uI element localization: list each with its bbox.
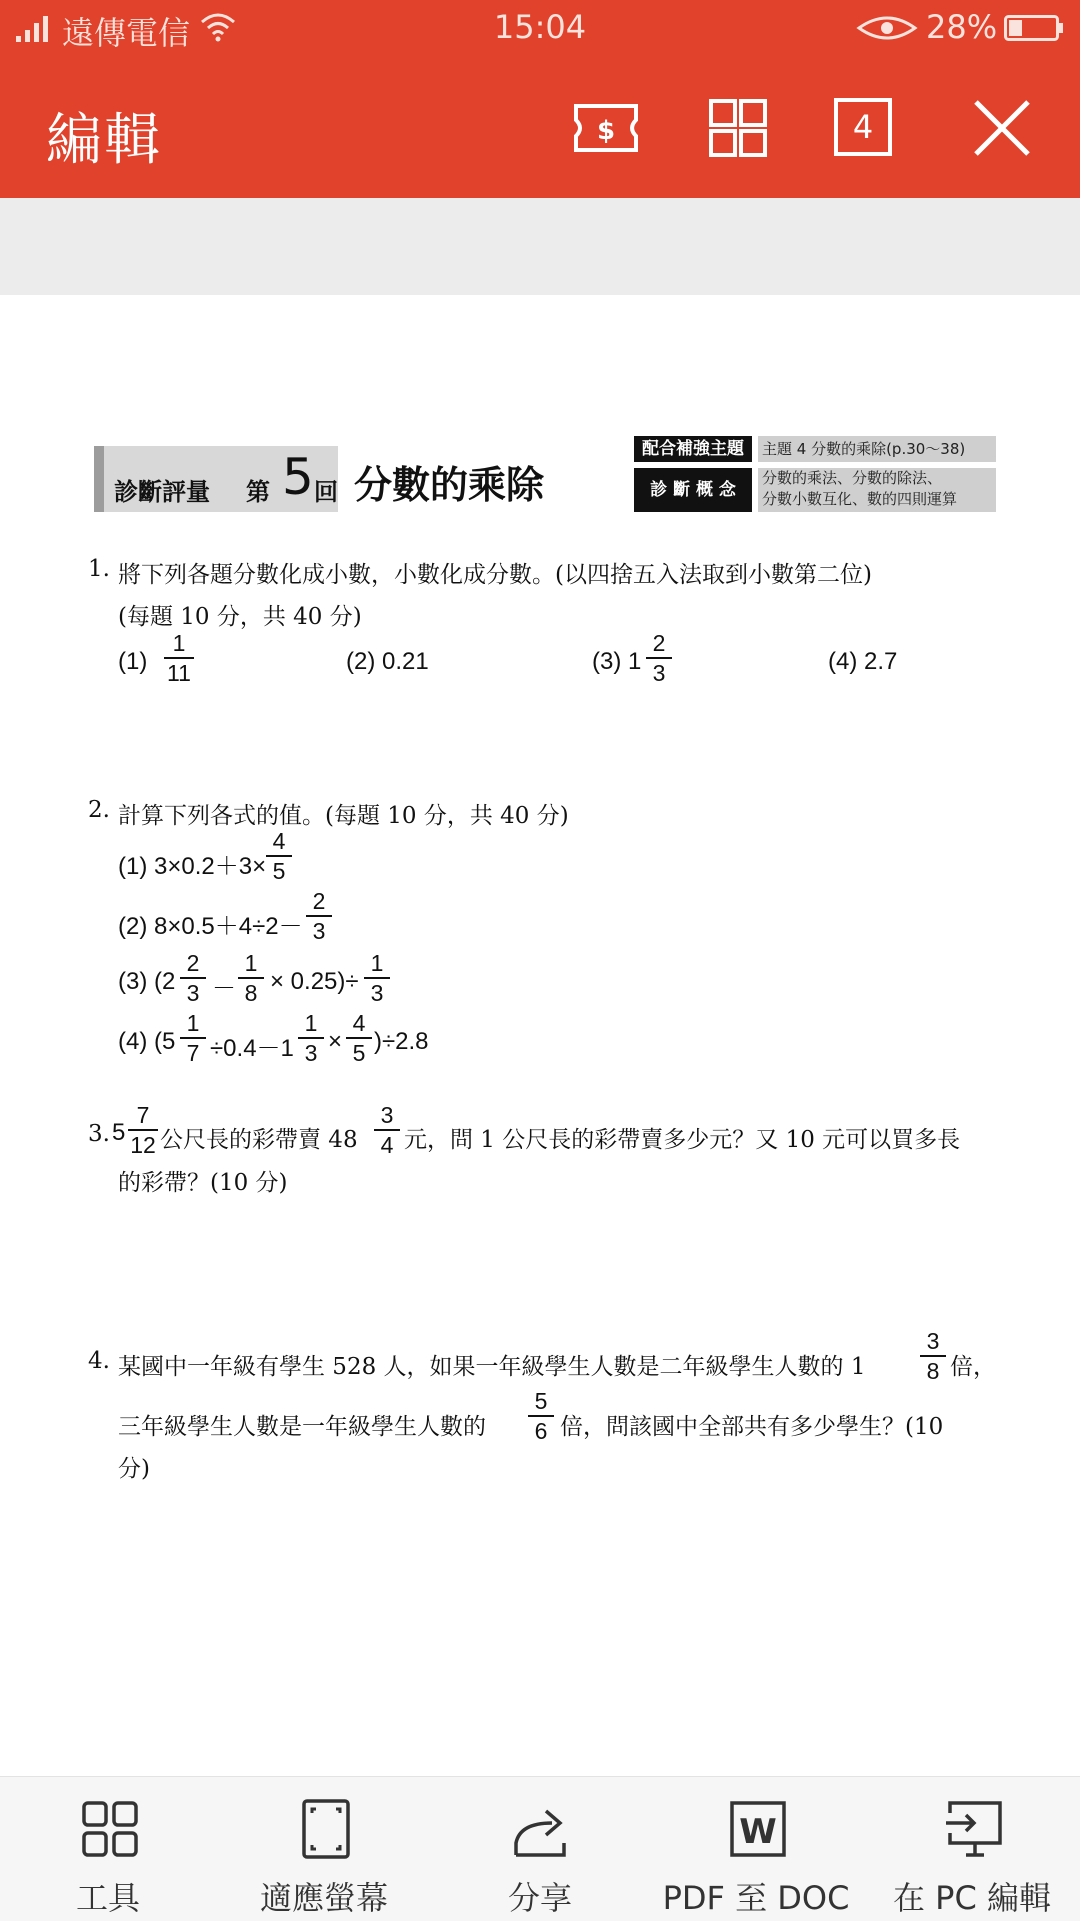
fraction: 3 4 [374,1102,400,1158]
fit-screen-button[interactable] [216,1777,432,1921]
badge-label: 診斷評量 [114,478,210,506]
q1-part4: (4) 2.7 [828,648,898,675]
fraction: 2 3 [180,950,206,1006]
q2-part4-mid: ÷0.4－1 [210,1035,294,1062]
document-title: 分數的乘除 [354,463,545,507]
battery-icon [1004,15,1064,41]
fraction: 1 11 [164,630,194,686]
fraction: 4 5 [266,828,292,884]
q1-number: 1. [88,556,110,582]
ruler-bar [0,198,1080,295]
tools-button[interactable] [0,1777,216,1921]
fraction: 7 12 [128,1102,158,1158]
fraction: 3 8 [920,1328,946,1384]
close-icon[interactable] [966,92,1038,164]
svg-text:W: W [739,1812,777,1852]
q2-part2: (2) 8×0.5＋4÷2－ [118,913,303,940]
q3-text-b: 元，問 1 公尺長的彩帶賣多少元？又 10 元可以買多長 [404,1127,961,1153]
edit-on-pc-label: 在 PC 編輯 [893,1879,1051,1917]
topic-value: 主題 4 分數的乘除(p.30～38) [758,436,996,462]
pc-edit-icon [944,1799,1004,1859]
q4-text-e: 分) [118,1456,150,1482]
assessment-badge [94,446,338,512]
fraction: 5 6 [528,1388,554,1444]
q2-part4-times: × [328,1028,343,1055]
q1-text: 將下列各題分數化成小數，小數化成分數。(以四捨五入法取到小數第二位) [118,562,872,588]
q2-part4-end: )÷2.8 [374,1028,429,1055]
concept-value [758,468,996,512]
q2-part1: (1) 3×0.2＋3× [118,853,267,880]
q1-score: (每題 10 分，共 40 分) [118,604,362,630]
word-doc-icon [728,1799,788,1859]
q2-number: 2. [88,797,110,823]
badge-round-number: 5 [282,448,314,506]
q3-text-a: 公尺長的彩帶賣 48 [160,1127,358,1153]
dollar-ticket-icon[interactable] [570,92,642,164]
q4-text-d: 倍，問該國中全部共有多少學生？(10 [560,1414,944,1440]
concept-line-2: 分數小數互化、數的四則運算 [762,490,958,508]
q4-number: 4. [88,1348,110,1374]
page-count: 4 [852,108,874,146]
tools-icon [80,1799,140,1859]
fraction: 4 5 [346,1010,372,1066]
badge-round-suffix: 回 [314,478,338,506]
q4-text-c: 三年級學生人數是一年級學生人數的 [118,1414,486,1440]
concept-line-1: 分數的乘法、分數的除法、 [762,469,943,487]
q2-part3-minus: － [212,975,236,1002]
q3-number: 3. [88,1121,110,1147]
q2-part3-rest: × 0.25)÷ [270,968,359,995]
carrier-name: 遠傳電信 [62,14,191,52]
share-icon [512,1799,572,1859]
pdf-to-doc-button[interactable] [648,1777,864,1921]
q1-part1-label: (1) [118,648,148,675]
fit-screen-label: 適應螢幕 [259,1879,388,1917]
fit-screen-icon [296,1799,356,1859]
concept-label: 診 斷 概 念 [634,468,752,512]
status-bar [0,0,1080,56]
page-title: 編輯 [46,108,162,173]
pdf-to-doc-label: PDF 至 DOC [662,1879,850,1917]
app-bar [0,56,1080,198]
q2-text: 計算下列各式的值。(每題 10 分，共 40 分) [118,803,569,829]
fraction: 2 3 [646,630,672,686]
tools-label: 工具 [75,1879,140,1917]
q1-part2: (2) 0.21 [346,648,429,675]
q4-text-b: 倍， [950,1354,996,1380]
badge-round-prefix: 第 [246,478,270,506]
topic-label: 配合補強主題 [634,436,752,462]
fraction: 1 3 [364,950,390,1006]
q3-whole: 5 [112,1119,126,1146]
fraction: 1 7 [180,1010,206,1066]
page-count-icon[interactable] [834,98,892,156]
q2-part3: (3) (2 [118,968,176,995]
bottom-toolbar [0,1776,1080,1921]
share-label: 分享 [507,1879,572,1917]
eye-comfort-icon [856,14,918,42]
svg-text:$: $ [596,116,616,146]
fraction: 2 3 [306,888,332,944]
fraction: 1 8 [238,950,264,1006]
fraction: 1 3 [298,1010,324,1066]
q4-text-a: 某國中一年級有學生 528 人，如果一年級學生人數是二年級學生人數的 1 [118,1354,866,1380]
q3-text-c: 的彩帶？(10 分) [118,1170,288,1196]
q1-part3-label: (3) 1 [592,648,642,675]
battery-percent: 28% [926,8,998,46]
share-button[interactable] [432,1777,648,1921]
edit-on-pc-button[interactable] [864,1777,1080,1921]
grid-icon[interactable] [702,92,774,164]
clock: 15:04 [493,8,587,46]
q2-part4: (4) (5 [118,1028,176,1055]
